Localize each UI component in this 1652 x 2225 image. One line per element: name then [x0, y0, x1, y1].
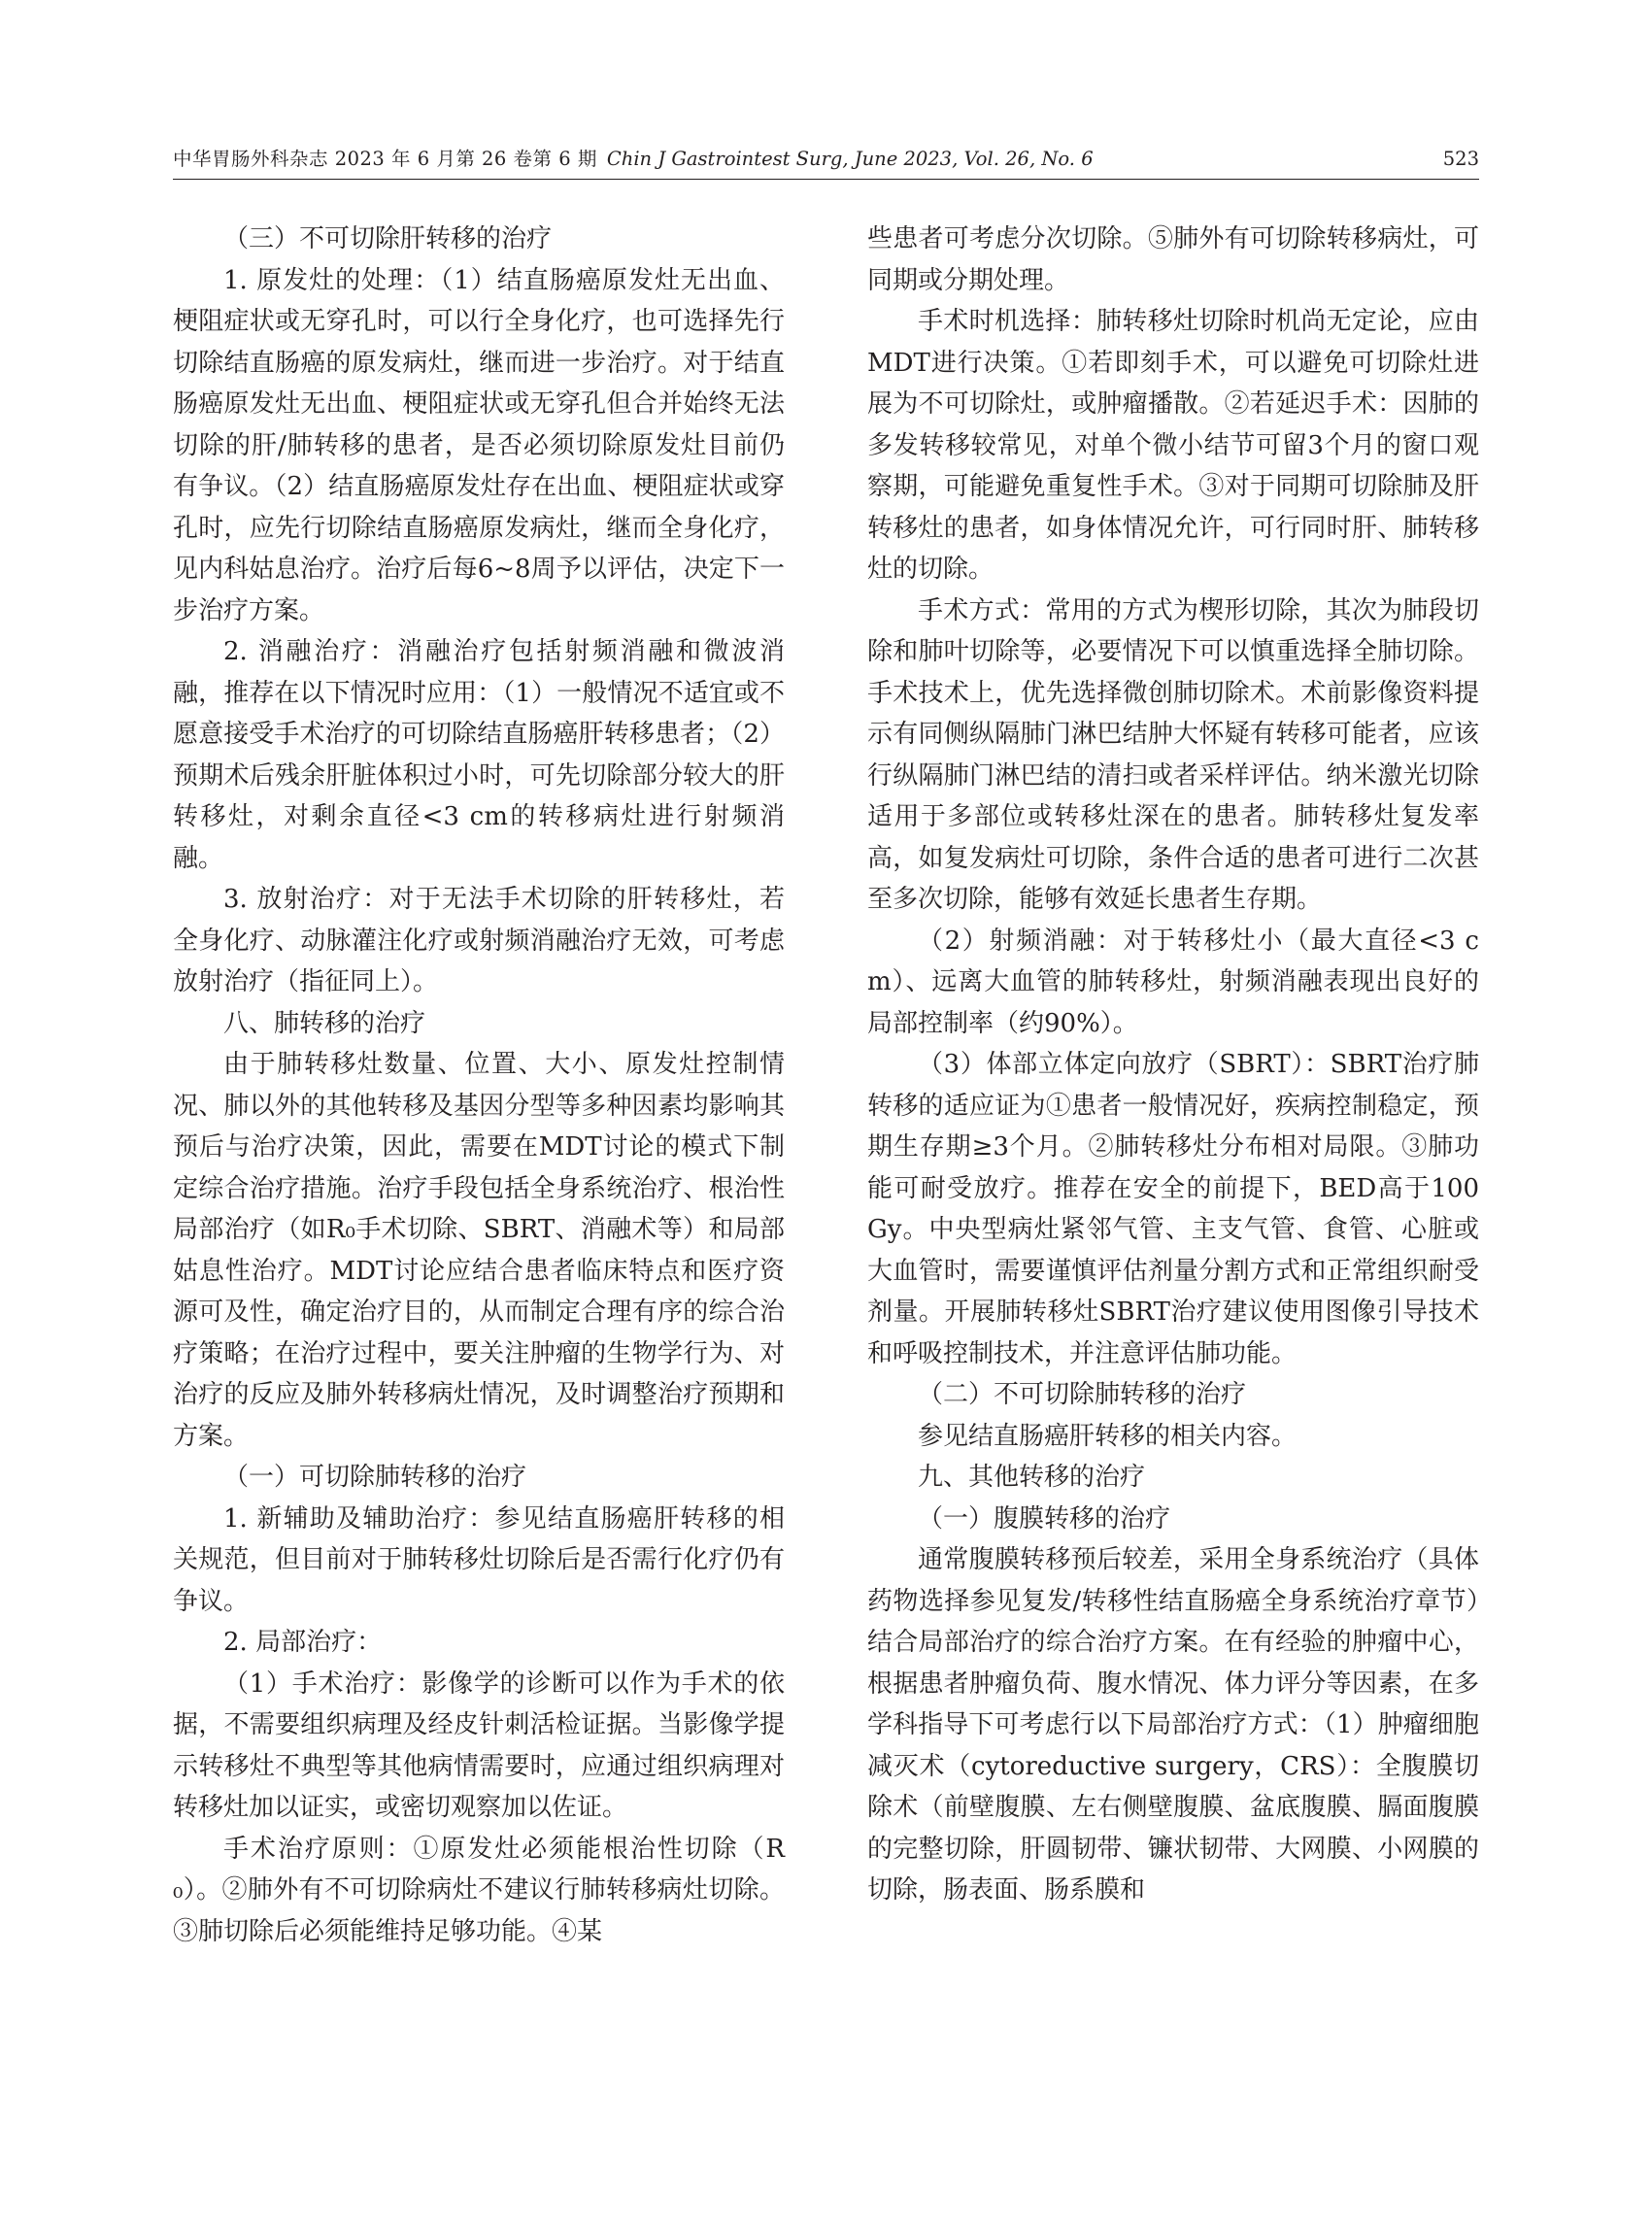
subheading-unresectable-liver: （三）不可切除肝转移的治疗	[223, 224, 553, 253]
subheading-peritoneal: （一）腹膜转移的治疗	[918, 1503, 1171, 1534]
subheading-resectable-lung: （一）可切除肺转移的治疗	[223, 1463, 527, 1492]
paragraph: 手术治疗原则：①原发灶必须能根治性切除（R₀）。②肺外有不可切除病灶不建议行肺转移病灶切除。③肺切除后必须能维持足够功能。④某	[173, 1834, 785, 1946]
section-heading-other-metastasis: 九、其他转移的治疗	[918, 1463, 1146, 1492]
paragraph: 通常腹膜转移预后较差，采用全身系统治疗（具体药物选择参见复发/转移性结直肠癌全身系统治疗章节）结合局部治疗的综合治疗方案。在有经验的肿瘤中心，根据患者肿瘤负荷、腹水情况、体力评分等因素，在多学科指导下可考虑行以下局部治疗方式：（1）肿瘤细胞减灭术（cytoreductive surgery，CRS）：全腹膜切除术（前壁腹膜、左右侧壁腹膜、盆底腹膜、膈面腹膜的完整切除，肝圆韧带、镰状韧带、大网膜、小网膜的切除，肠表面、肠系膜和	[867, 1545, 1479, 1905]
paragraph: 手术方式：常用的方式为楔形切除，其次为肺段切除和肺叶切除等，必要情况下可以慎重选择全肺切除。手术技术上，优先选择微创肺切除术。术前影像资料提示有同侧纵隔肺门淋巴结肿大怀疑有转移可能者，应该行纵隔肺门淋巴结的清扫或者采样评估。纳米激光切除适用于多部位或转移灶深在的患者。肺转移灶复发率高，如复发病灶可切除，条件合适的患者可进行二次甚至多次切除，能够有效延长患者生存期。	[867, 595, 1479, 914]
paragraph: （3）体部立体定向放疗（SBRT）：SBRT治疗肺转移的适应证为①患者一般情况好，疾病控制稳定，预期生存期≥3个月。②肺转移灶分布相对局限。③肺功能可耐受放疗。推荐在安全的前提下，BED高于100 Gy。中央型病灶紧邻气管、主支气管、食管、心脏或大血管时，需要谨慎评估剂量分割方式和正常组织耐受剂量。开展肺转移灶SBRT治疗建议使用图像引导技术和呼吸控制技术，并注意评估肺功能。	[867, 1050, 1479, 1368]
running-header	[173, 142, 1479, 177]
journal-citation	[173, 142, 1094, 177]
paragraph: （2）射频消融：对于转移灶小（最大直径<3 cm）、远离大血管的肺转移灶，射频消融表现出良好的局部控制率（约90%）。	[867, 926, 1479, 1038]
left-column	[173, 219, 785, 1952]
header-rule	[173, 179, 1479, 180]
subheading-unresectable-lung: （二）不可切除肺转移的治疗	[918, 1380, 1247, 1409]
paragraph-continued: 些患者可考虑分次切除。⑤肺外有可切除转移病灶，可同期或分期处理。	[867, 224, 1479, 295]
section-heading-lung-metastasis: 八、肺转移的治疗	[223, 1008, 426, 1038]
paragraph: 由于肺转移灶数量、位置、大小、原发灶控制情况、肺以外的其他转移及基因分型等多种因素均影响其预后与治疗决策，因此，需要在MDT讨论的模式下制定综合治疗措施。治疗手段包括全身系统治疗、根治性局部治疗（如R₀手术切除、SBRT、消融术等）和局部姑息性治疗。MDT讨论应结合患者临床特点和医疗资源可及性，确定治疗目的，从而制定合理有序的综合治疗策略；在治疗过程中，要关注肿瘤的生物学行为、对治疗的反应及肺外转移病灶情况，及时调整治疗预期和方案。	[173, 1050, 785, 1451]
paragraph: 2. 局部治疗：	[223, 1628, 383, 1657]
paragraph: 手术时机选择：肺转移灶切除时机尚无定论，应由MDT进行决策。①若即刻手术，可以避免可切除灶进展为不可切除灶，或肿瘤播散。②若延迟手术：因肺的多发转移较常见，对单个微小结节可留3个月的窗口观察期，可能避免重复性手术。③对于同期可切除肺及肝转移灶的患者，如身体情况允许，可行同时肝、肺转移灶的切除。	[867, 307, 1479, 584]
journal-title-en: Chin J Gastrointest Surg, June 2023, Vol. 26, No. 6	[606, 148, 1094, 170]
paragraph: 参见结直肠癌肝转移的相关内容。	[918, 1421, 1298, 1451]
paragraph: （1）手术治疗：影像学的诊断可以作为手术的依据，不需要组织病理及经皮针刺活检证据。当影像学提示转移灶不典型等其他病情需要时，应通过组织病理对转移灶加以证实，或密切观察加以佐证。	[173, 1669, 785, 1822]
journal-title-cn: 中华胃肠外科杂志 2023 年 6 月第 26 卷第 6 期	[173, 148, 597, 170]
paragraph: 2. 消融治疗：消融治疗包括射频消融和微波消融，推荐在以下情况时应用：（1）一般情况不适宜或不愿意接受手术治疗的可切除结直肠癌肝转移患者；（2）预期术后残余肝脏体积过小时，可先切除部分较大的肝转移灶，对剩余直径<3 cm的转移病灶进行射频消融。	[173, 637, 785, 873]
right-column	[867, 219, 1479, 1911]
paragraph: 1. 原发灶的处理：（1）结直肠癌原发灶无出血、梗阻症状或无穿孔时，可以行全身化疗，也可选择先行切除结直肠癌的原发病灶，继而进一步治疗。对于结直肠癌原发灶无出血、梗阻症状或无穿孔但合并始终无法切除的肝/肺转移的患者，是否必须切除原发灶目前仍有争议。（2）结直肠癌原发灶存在出血、梗阻症状或穿孔时，应先行切除结直肠癌原发病灶，继而全身化疗，见内科姑息治疗。治疗后每6~8周予以评估，决定下一步治疗方案。	[173, 265, 785, 625]
paragraph: 3. 放射治疗：对于无法手术切除的肝转移灶，若全身化疗、动脉灌注化疗或射频消融治疗无效，可考虑放射治疗（指征同上）。	[173, 885, 785, 996]
page-number: 523	[1442, 148, 1479, 170]
paragraph: 1. 新辅助及辅助治疗：参见结直肠癌肝转移的相关规范，但目前对于肺转移灶切除后是否需行化疗仍有争议。	[173, 1503, 785, 1616]
